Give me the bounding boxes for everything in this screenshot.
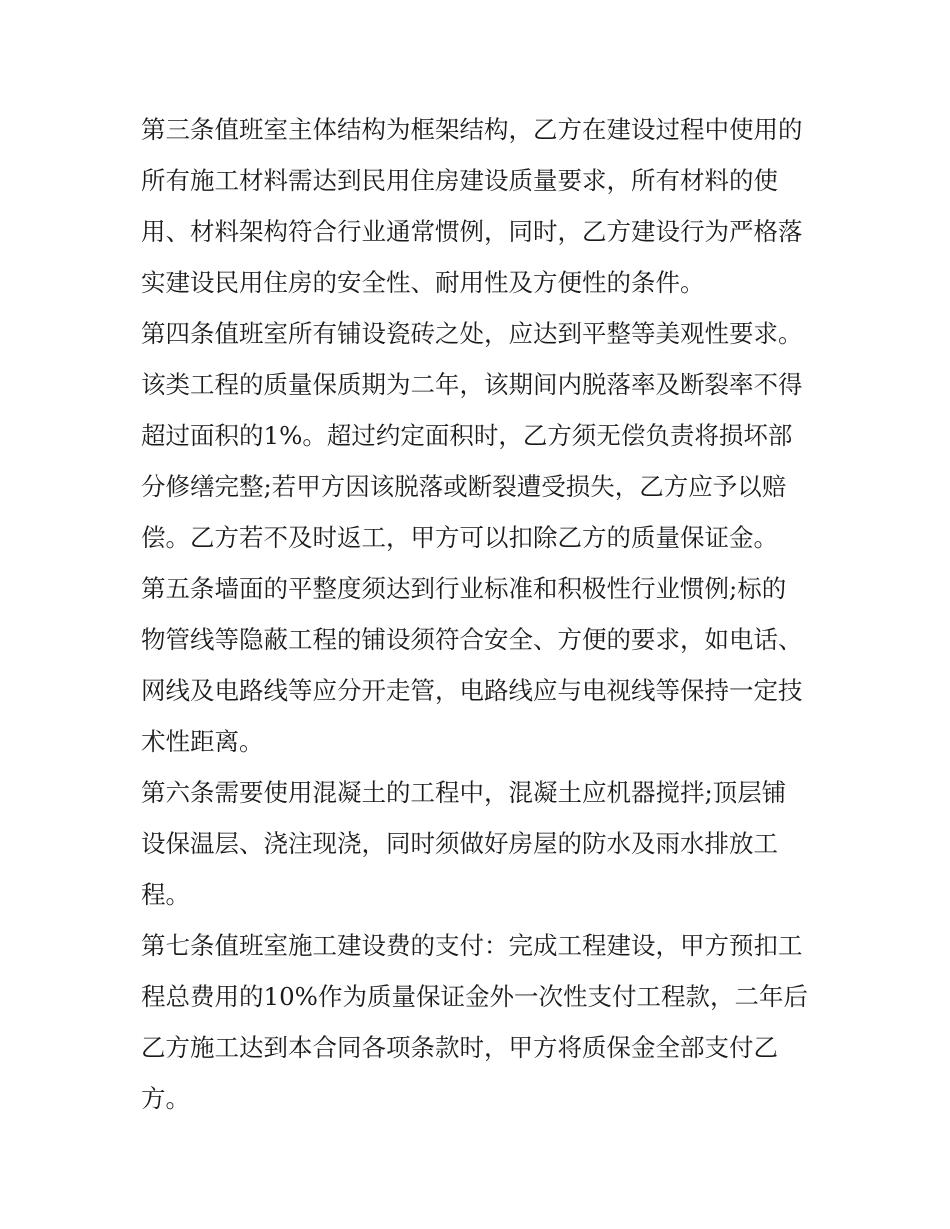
text-line: 乙方施工达到本合同各项条款时，甲方将质保金全部支付乙 <box>141 1033 778 1062</box>
text-line: 程总费用的10%作为质量保证金外一次性支付工程款，二年后 <box>141 982 808 1011</box>
article-5 <box>141 563 817 767</box>
text-line: 第四条值班室所有铺设瓷砖之处，应达到平整等美观性要求。 <box>141 319 803 348</box>
text-line: 第五条墙面的平整度须达到行业标准和积极性行业惯例;标的 <box>141 574 787 603</box>
text-line: 所有施工材料需达到民用住房建设质量要求，所有材料的使 <box>141 166 778 195</box>
text-line: 第六条需要使用混凝土的工程中，混凝土应机器搅拌;顶层铺 <box>141 778 787 807</box>
article-6 <box>141 767 817 920</box>
text-line: 用、材料架构符合行业通常惯例，同时，乙方建设行为严格落 <box>141 217 803 246</box>
text-line: 第三条值班室主体结构为框架结构，乙方在建设过程中使用的 <box>141 115 803 144</box>
text-line: 程。 <box>141 880 190 909</box>
article-4 <box>141 308 817 563</box>
text-line: 该类工程的质量保质期为二年，该期间内脱落率及断裂率不得 <box>141 370 803 399</box>
text-line: 第七条值班室施工建设费的支付：完成工程建设，甲方预扣工 <box>141 931 803 960</box>
text-line: 偿。乙方若不及时返工，甲方可以扣除乙方的质量保证金。 <box>141 523 778 552</box>
text-line: 物管线等隐蔽工程的铺设须符合安全、方便的要求，如电话、 <box>141 625 803 654</box>
document-body <box>141 104 817 1124</box>
text-line: 术性距离。 <box>141 727 264 756</box>
text-line: 分修缮完整;若甲方因该脱落或断裂遭受损失，乙方应予以赔 <box>141 472 787 501</box>
text-line: 超过面积的1%。超过约定面积时，乙方须无偿负责将损坏部 <box>141 421 793 450</box>
text-line: 设保温层、浇注现浇，同时须做好房屋的防水及雨水排放工 <box>141 829 778 858</box>
text-line: 实建设民用住房的安全性、耐用性及方便性的条件。 <box>141 268 705 297</box>
text-line: 方。 <box>141 1084 190 1113</box>
article-7 <box>141 920 817 1124</box>
article-3 <box>141 104 817 308</box>
text-line: 网线及电路线等应分开走管，电路线应与电视线等保持一定技 <box>141 676 803 705</box>
